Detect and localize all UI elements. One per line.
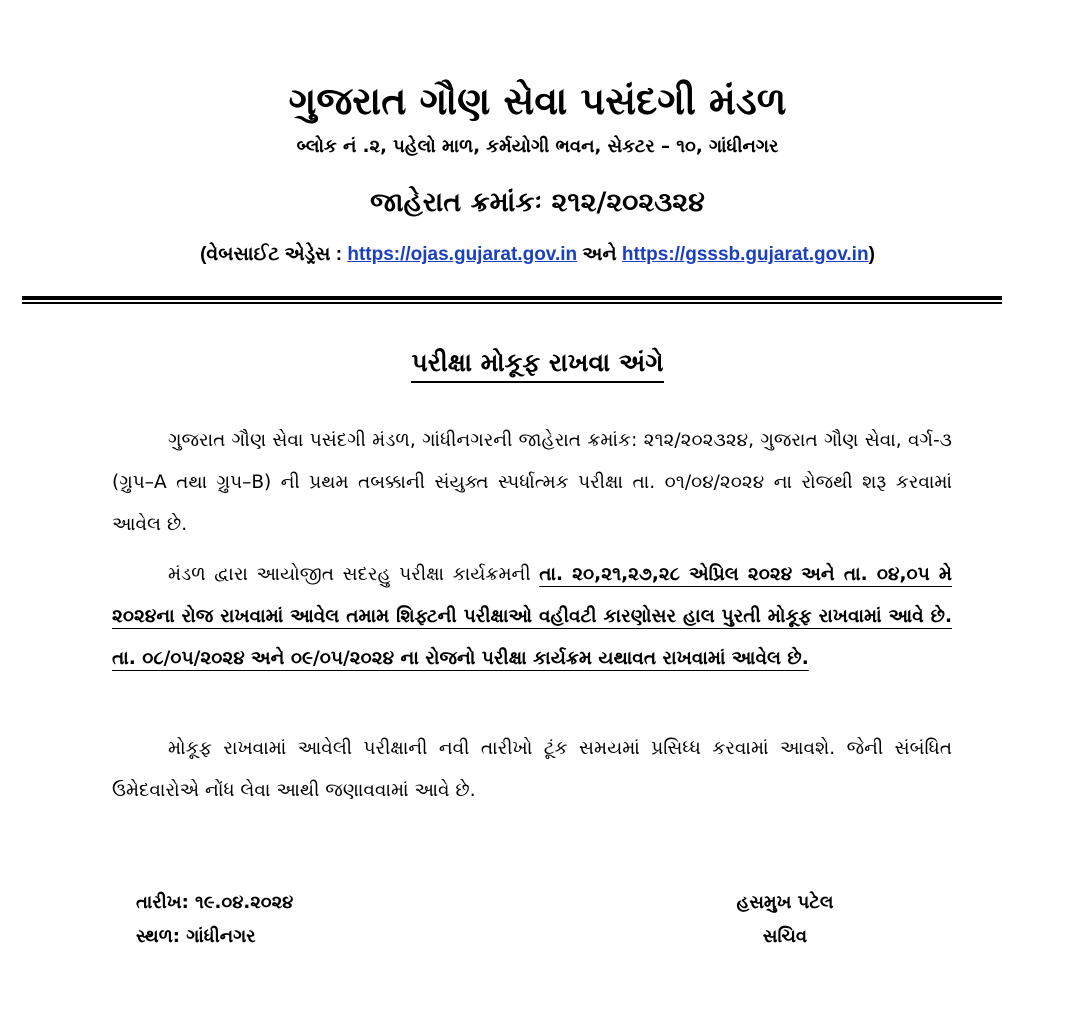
signatory-name: હસમુખ પટેલ (736, 892, 834, 913)
organization-address: બ્લોક નં .૨, પહેલો માળ, કર્મયોગી ભવન, સેકટર – ૧૦, ગાંધીનગર (296, 136, 779, 157)
advertisement-number: જાહેરાત ક્રમાંકઃ ૨૧૨/૨૦૨૩૨૪ (370, 187, 705, 218)
header-divider-thin (22, 302, 1002, 304)
organization-title: ગુજરાત ગૌણ સેવા પસંદગી મંડળ (288, 79, 787, 123)
signatory-designation: સચિવ (762, 926, 808, 947)
ojas-website-link[interactable]: https://ojas.gujarat.gov.in (347, 244, 578, 265)
notice-place: સ્થળ: ગાંધીનગર (136, 926, 256, 947)
website-suffix: ) (868, 244, 875, 265)
notice-paragraph-2 (112, 554, 952, 680)
header-divider-thick (22, 296, 1002, 300)
postponement-details: તા. ૨૦,૨૧,૨૭,૨૮ એપ્રિલ ૨૦૨૪ અને તા. ૦૪,૦૫ મે ૨૦૨૪ના રોજ રાખવામાં આવેલ તમામ શિફ્ટની પરીક્ષાઓ વહીવટી કારણોસર હાલ પુરતી મોકૂફ રાખવામાં આવે છે. તા. ૦૮/૦૫/૨૦૨૪ અને ૦૯/૦૫/૨૦૨૪ ના રોજનો પરીક્ષા કાર્યક્રમ યથાવત રાખવામાં આવેલ છે. (112, 564, 952, 669)
notice-heading (0, 346, 1075, 380)
gsssb-website-link[interactable]: https://gsssb.gujarat.gov.in (621, 244, 869, 265)
website-address-line (0, 242, 1075, 268)
website-joiner: અને (577, 244, 622, 265)
signatory-block (720, 886, 850, 954)
notice-paragraph-1: ગુજરાત ગૌણ સેવા પસંદગી મંડળ, ગાંધીનગરની જાહેરાત ક્રમાંક: ૨૧૨/૨૦૨૩૨૪, ગુજરાત ગૌણ સેવા, વર્ગ-૩ (ગ્રુપ–A તથા ગ્રુપ–B) ની પ્રથમ તબક્કાની સંયુક્ત સ્પર્ધાત્મક પરીક્ષા તા. ૦૧/૦૪/૨૦૨૪ ના રોજથી શરૂ કરવામાં આવેલ છે. (112, 430, 952, 535)
notice-date: તારીખ: ૧૯.૦૪.૨૦૨૪ (136, 892, 294, 913)
notice-paragraph-3: મોકૂફ રાખવામાં આવેલી પરીક્ષાની નવી તારીખો ટૂંક સમયમાં પ્રસિધ્ધ કરવામાં આવશે. જેની સંબંધિત ઉમેદવારોએ નોંધ લેવા આથી જણાવવામાં આવે છે. (112, 738, 952, 801)
notice-heading-text: પરીક્ષા મોકૂફ રાખવા અંગે (411, 348, 663, 383)
website-prefix: (વેબસાઈટ એડ્રેસ : (200, 244, 348, 265)
paragraph-2-intro: મંડળ દ્વારા આયોજીત સદરહુ પરીક્ષા કાર્યક્રમની (168, 564, 540, 585)
date-place-block (136, 886, 293, 954)
